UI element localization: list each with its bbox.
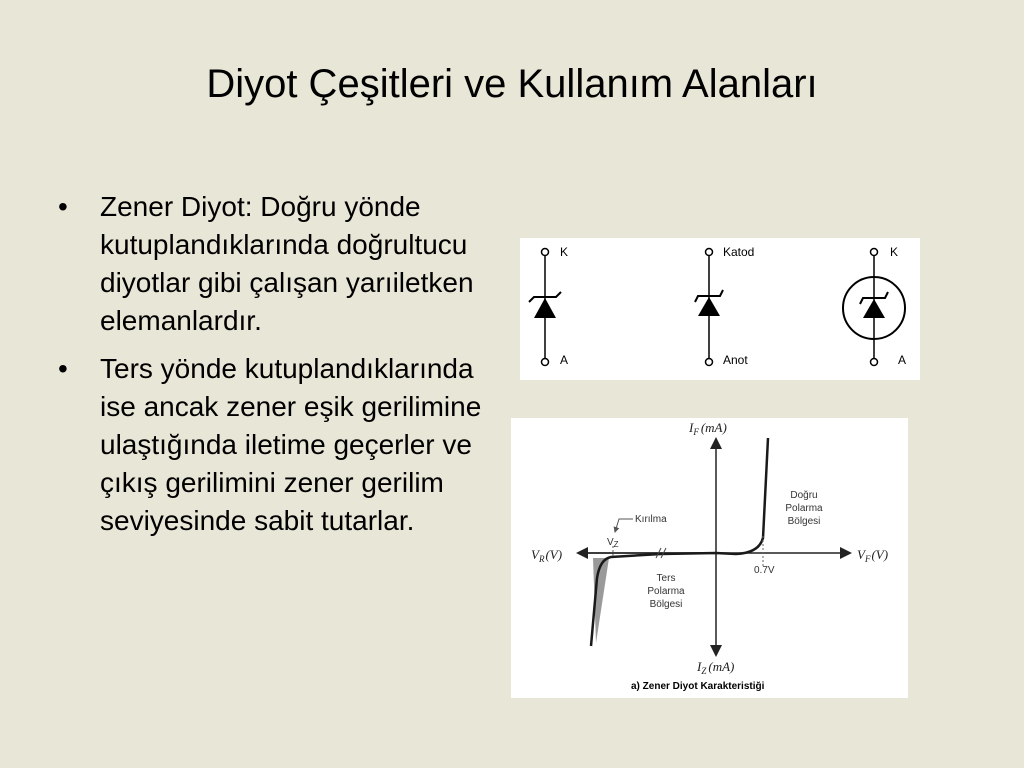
symbol1-anode-label: A <box>560 353 569 367</box>
forward-region-label-1: Doğru <box>790 490 818 501</box>
diode-triangle-icon <box>534 298 556 318</box>
y-axis-top-label: $I_F$ (mA) <box>689 420 727 437</box>
bullet-item <box>58 188 508 340</box>
zener-characteristic-svg <box>511 418 908 698</box>
slide-title: Diyot Çeşitleri ve Kullanım Alanları <box>206 62 818 106</box>
forward-region-label-2: Polarma <box>785 503 823 514</box>
bullet-list <box>58 188 508 550</box>
terminal-icon <box>871 359 878 366</box>
bullet-item <box>58 350 508 540</box>
y-axis-bottom-label: $I_Z$ (mA) <box>697 659 735 676</box>
x-axis-left-label: $V_R(V)$ <box>531 547 563 564</box>
figure-caption: a) Zener Diyot Karakteristiği <box>631 681 765 692</box>
symbol2-anode-label: Anot <box>723 353 748 367</box>
knee-voltage-label: 0.7V <box>754 565 775 576</box>
bullet-text: Ters yönde kutuplandıklarında ise ancak zener eşik gerilimine ulaştığında iletime geçerler ve çıkış gerilimini zener gerilim seviyesinde sabit tutarlar. <box>100 353 482 536</box>
reverse-region-label-2: Polarma <box>647 586 685 597</box>
breakdown-label: Kırılma <box>635 514 667 525</box>
terminal-icon <box>706 249 713 256</box>
x-axis-right-label: $V_F(V)$ <box>857 547 889 564</box>
zener-symbol-2 <box>695 245 754 367</box>
reverse-region-label-1: Ters <box>656 573 676 584</box>
zener-characteristic-figure <box>511 418 908 698</box>
symbol3-cathode-label: K <box>890 245 899 259</box>
terminal-icon <box>542 249 549 256</box>
zener-symbols-figure <box>520 238 920 380</box>
terminal-icon <box>542 359 549 366</box>
symbol1-cathode-label: K <box>560 245 569 259</box>
forward-region-label-3: Bölgesi <box>787 516 821 527</box>
reverse-region-label-3: Bölgesi <box>649 599 683 610</box>
zener-symbol-3 <box>843 245 906 367</box>
bullet-dot-icon: • <box>58 353 68 384</box>
vz-label: $V_Z$ <box>607 537 619 549</box>
bullet-dot-icon: • <box>58 191 68 222</box>
symbol3-anode-label: A <box>898 353 907 367</box>
diode-triangle-icon <box>698 297 720 316</box>
terminal-icon <box>871 249 878 256</box>
kirilma-arrow <box>615 519 633 532</box>
zener-symbol-1 <box>529 245 568 367</box>
zener-symbols-svg <box>520 238 920 380</box>
bullet-text: Zener Diyot: Doğru yönde kutuplandıklarında doğrultucu diyotlar gibi çalışan yarıiletken elemanlardır. <box>100 191 474 336</box>
diode-triangle-icon <box>863 299 885 318</box>
terminal-icon <box>706 359 713 366</box>
symbol2-cathode-label: Katod <box>723 245 755 259</box>
